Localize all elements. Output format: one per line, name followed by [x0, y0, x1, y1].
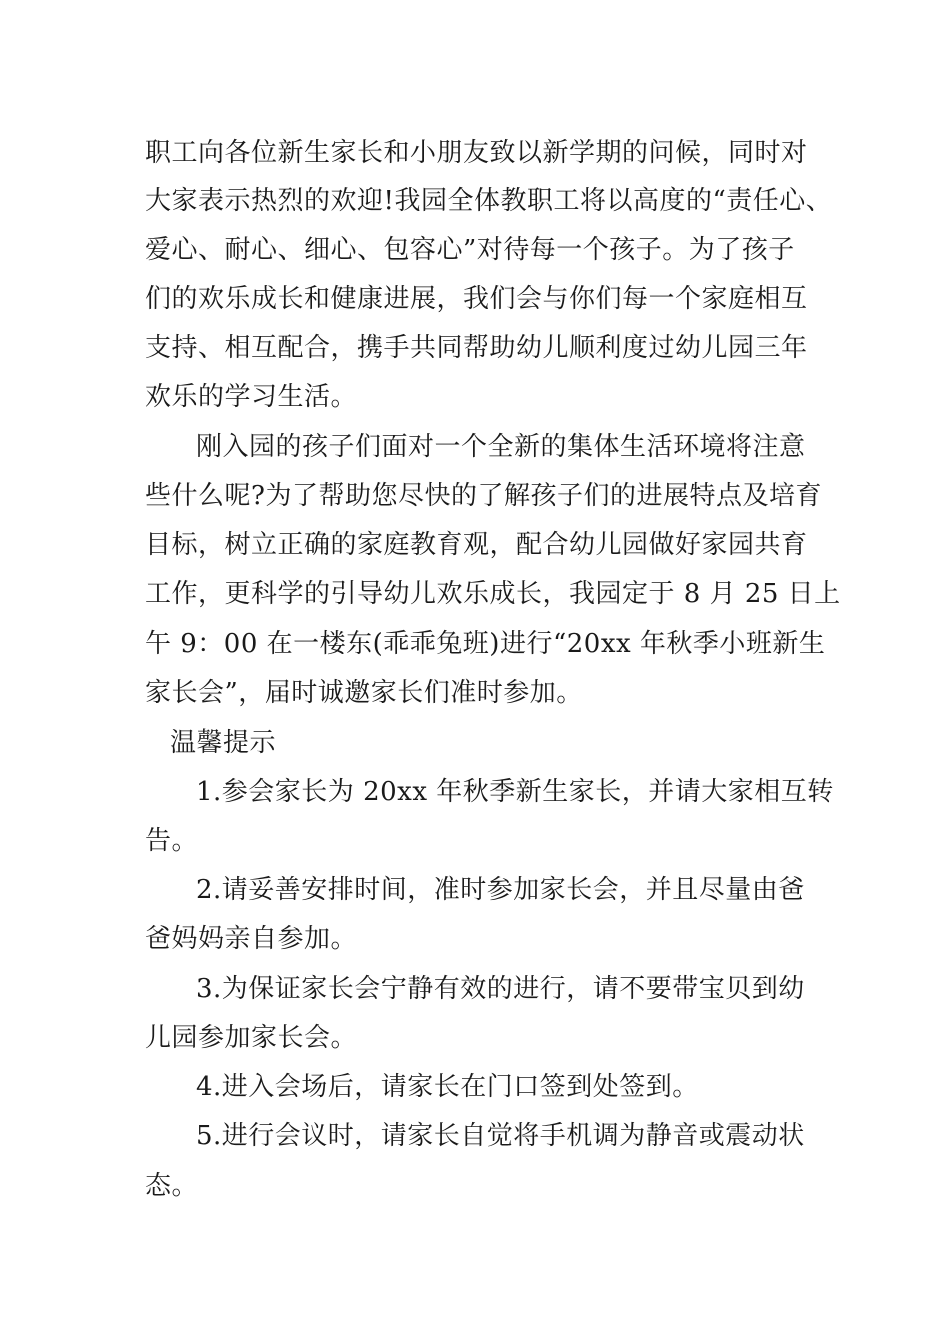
- paragraph-line: 欢乐的学习生活。: [145, 382, 358, 412]
- tip-item-line: 1.参会家长为 20xx 年秋季新生家长，并请大家相互转: [196, 777, 834, 807]
- paragraph-line: 家长会”，届时诚邀家长们准时参加。: [145, 678, 583, 708]
- paragraph-line: 大家表示热烈的欢迎!我园全体教职工将以高度的“责任心、: [145, 186, 833, 216]
- paragraph-line: 们的欢乐成长和健康进展，我们会与你们每一个家庭相互: [145, 284, 808, 314]
- tip-item-line: 儿园参加家长会。: [145, 1023, 358, 1053]
- paragraph-line: 支持、相互配合，携手共同帮助幼儿顺利度过幼儿园三年: [145, 333, 808, 363]
- paragraph-line: 些什么呢?为了帮助您尽快的了解孩子们的进展特点及培育: [145, 481, 822, 511]
- tip-item-line: 4.进入会场后，请家长在门口签到处签到。: [196, 1072, 699, 1102]
- tip-item-line: 态。: [145, 1171, 199, 1201]
- tips-heading: 温馨提示: [170, 728, 277, 758]
- paragraph-line: 目标，树立正确的家庭教育观，配合幼儿园做好家园共育: [145, 530, 808, 560]
- tip-item-line: 5.进行会议时，请家长自觉将手机调为静音或震动状: [196, 1121, 805, 1151]
- tip-item-line: 3.为保证家长会宁静有效的进行，请不要带宝贝到幼: [196, 974, 805, 1004]
- paragraph-line: 职工向各位新生家长和小朋友致以新学期的问候，同时对: [145, 138, 808, 168]
- paragraph-line: 刚入园的孩子们面对一个全新的集体生活环境将注意: [196, 432, 806, 462]
- paragraph-line: 工作，更科学的引导幼儿欢乐成长，我园定于 8 月 25 日上: [145, 579, 841, 609]
- paragraph-line: 午 9：00 在一楼东(乖乖兔班)进行“20xx 年秋季小班新生: [145, 629, 826, 659]
- tip-item-line: 2.请妥善安排时间，准时参加家长会，并且尽量由爸: [196, 875, 805, 905]
- paragraph-line: 爱心、耐心、细心、包容心”对待每一个孩子。为了孩子: [145, 235, 795, 265]
- tip-item-line: 爸妈妈亲自参加。: [145, 924, 358, 954]
- tip-item-line: 告。: [145, 826, 199, 856]
